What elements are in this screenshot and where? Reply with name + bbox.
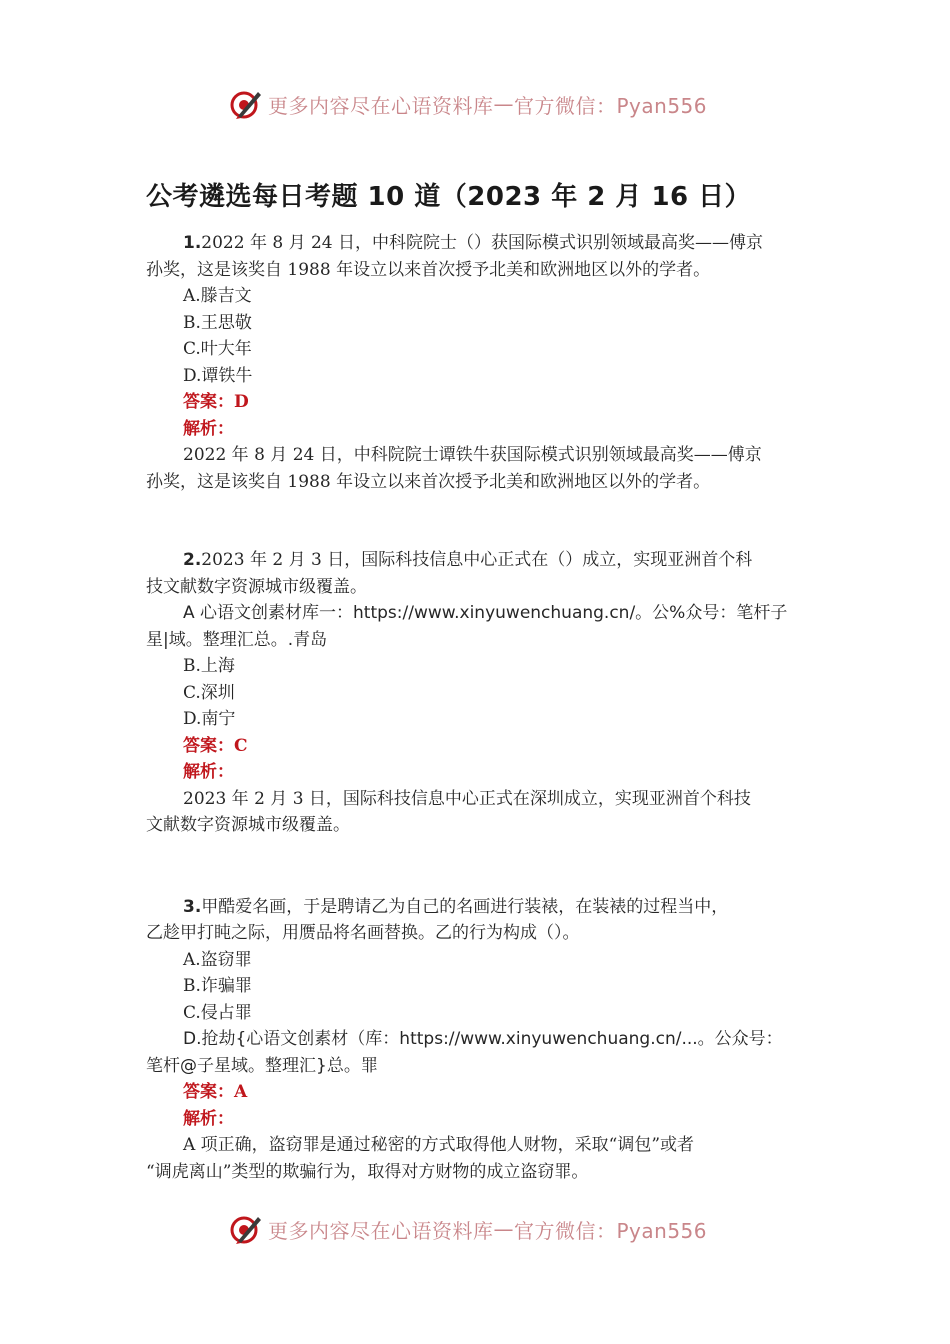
banner-text: 更多内容尽在心语资料库 (268, 93, 494, 118)
banner-wechat: 官方微信：Pyan556 (514, 1218, 708, 1243)
answer-value: C (234, 735, 248, 756)
option-b: B.诈骗罪 (183, 976, 252, 996)
question-stem-cont: 孙奖，这是该奖自 1988 年设立以来首次授予北美和欧洲地区以外的学者。 (146, 259, 711, 280)
option-a: A 心语文创素材库一：https://www.xinyuwenchuang.cn/。公%众号：笔杆子 (183, 603, 788, 623)
banner-dash: — (493, 92, 514, 116)
option-b: B.上海 (183, 656, 235, 676)
question-2 (146, 547, 808, 839)
question-number: 1. (183, 233, 202, 253)
option-c: C.深圳 (183, 682, 235, 703)
analysis-label: 解析： (183, 418, 234, 439)
banner-dash: — (493, 1217, 514, 1241)
answer-value: D (234, 392, 249, 412)
question-3 (146, 894, 808, 1186)
option-a: A.滕吉文 (183, 286, 252, 306)
option-c: C.叶大年 (183, 339, 252, 359)
answer-label: 答案： (183, 392, 234, 412)
answer-value: A (234, 1082, 248, 1102)
question-list (146, 230, 808, 1185)
analysis-text-cont: 孙奖，这是该奖自 1988 年设立以来首次授予北美和欧洲地区以外的学者。 (146, 471, 711, 492)
option-a: A.盗窃罪 (183, 949, 252, 970)
answer-label: 答案： (183, 1082, 234, 1102)
pen-logo-icon (228, 1211, 264, 1247)
question-1 (146, 230, 808, 495)
header-watermark (228, 84, 728, 124)
option-d: D.南宁 (183, 709, 236, 729)
question-stem: 2022 年 8 月 24 日，中科院院士（）获国际模式识别领域最高奖——傅京 (201, 233, 764, 253)
analysis-label: 解析： (183, 1108, 234, 1129)
banner-wechat: 官方微信：Pyan556 (514, 93, 708, 118)
footer-watermark (228, 1209, 728, 1249)
question-stem: 甲酷爱名画，于是聘请乙为自己的名画进行装裱，在装裱的过程当中， (201, 896, 729, 917)
question-stem: 2023 年 2 月 3 日，国际科技信息中心正式在（）成立，实现亚洲首个科 (201, 550, 753, 570)
option-d: D.抢劫{心语文创素材（库：https://www.xinyuwenchuang.cn/...。公众号： (183, 1029, 783, 1049)
analysis-text: A 项正确，盗窃罪是通过秘密的方式取得他人财物，采取“调包”或者 (183, 1135, 695, 1155)
answer-label: 答案： (183, 735, 234, 756)
analysis-label: 解析： (183, 762, 234, 782)
analysis-text: 2023 年 2 月 3 日，国际科技信息中心正式在深圳成立，实现亚洲首个科技 (183, 788, 751, 809)
option-d-cont: 笔杆@子星域。整理汇}总。罪 (146, 1055, 378, 1076)
analysis-text-cont: “调虎离山”类型的欺骗行为，取得对方财物的成立盗窃罪。 (146, 1161, 589, 1182)
banner-text: 更多内容尽在心语资料库 (268, 1218, 494, 1243)
pen-logo-icon (228, 86, 264, 122)
option-c: C.侵占罪 (183, 1002, 252, 1023)
question-number: 3. (183, 896, 202, 917)
option-b: B.王思敬 (183, 312, 252, 333)
option-d: D.谭铁牛 (183, 365, 253, 386)
page-title: 公考遴选每日考题 10 道（2023 年 2 月 16 日） (146, 182, 752, 212)
analysis-text: 2022 年 8 月 24 日，中科院院士谭铁牛获国际模式识别领域最高奖——傅京 (183, 445, 762, 465)
analysis-text-cont: 文献数字资源城市级覆盖。 (146, 815, 350, 835)
option-a-cont: 星|域。整理汇总。.青岛 (146, 629, 328, 650)
question-number: 2. (183, 550, 202, 570)
question-stem-cont: 技文献数字资源城市级覆盖。 (146, 576, 367, 597)
question-stem-cont: 乙趁甲打盹之际，用赝品将名画替换。乙的行为构成（）。 (146, 923, 580, 943)
